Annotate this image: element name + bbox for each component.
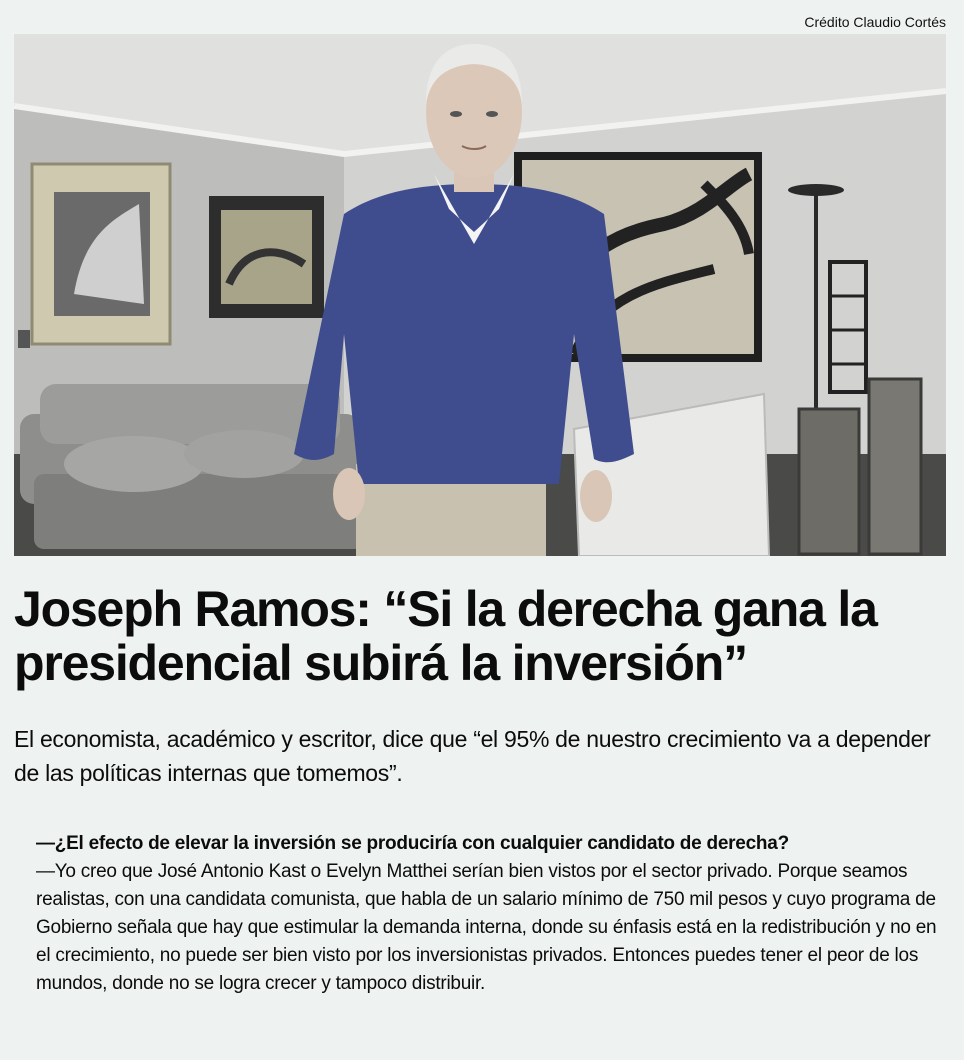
interview-answer: —Yo creo que José Antonio Kast o Evelyn Matthei serían bien vistos por el sector privado. Porque seamos realistas, con una candidata comunista, que habla de un salario mínimo de 750 mil pesos y cuyo programa de Gobierno señala que hay que estimular la demanda interna, donde su énfasis está en la redistribución y no en el crecimiento, no puede ser bien visto por los inversionistas privados. Entonces puedes tener el peor de los mundos, donde no se logra crecer y tampoco distribuir. — [36, 861, 937, 994]
article-headline: Joseph Ramos: “Si la derecha gana la presidencial subirá la inversión” — [14, 581, 877, 691]
photo-credit: Crédito Claudio Cortés — [804, 14, 946, 30]
interview-question: —¿El efecto de elevar la inversión se produciría con cualquier candidato de derecha? — [36, 833, 789, 854]
chair-right — [799, 409, 859, 554]
hero-photo-illustration — [14, 34, 946, 556]
interview-qa — [36, 830, 948, 998]
hero-photo — [14, 34, 946, 556]
article-standfirst: El economista, académico y escritor, dice que “el 95% de nuestro crecimiento va a depender de las políticas internas que tomemos”. — [14, 726, 931, 786]
